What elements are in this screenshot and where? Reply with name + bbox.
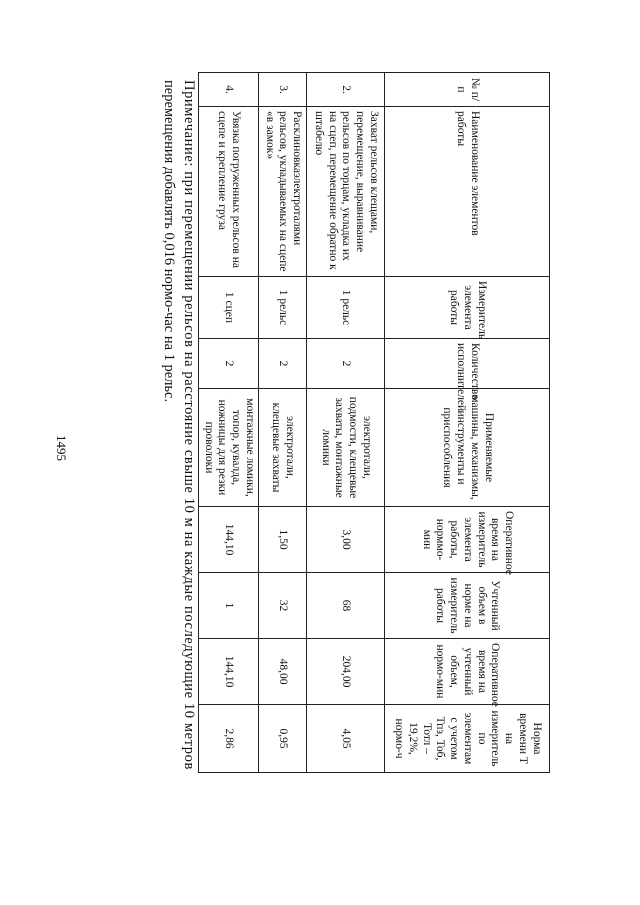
row-norm: 0,95 <box>259 705 307 773</box>
header-op-time: Оперативное время на измеритель элемента работы, норммо-мин <box>385 507 550 573</box>
header-norm: Норма времени Т на измеритель по элементам с учетом Тпз, Тоб, Тотл – 19,2%, нормо-ч <box>385 705 550 773</box>
row-name: Увязка погруженных рельсов на сцепе и крепление груза <box>198 107 258 277</box>
rotated-content <box>90 72 550 832</box>
row-name: Расклиновкаэлектроталями рельсов, укладываемых на сцепе «в замок» <box>259 107 307 277</box>
row-op-total: 204,00 <box>307 639 385 705</box>
table-row <box>259 73 307 773</box>
row-op-time: 144,10 <box>198 507 258 573</box>
footnote-line-2: перемещения добавлять 0,016 нормо-час на 1 рельс. <box>161 80 178 403</box>
row-unit: 1 рельс <box>307 277 385 339</box>
table-row <box>198 73 258 773</box>
header-tools: Применяемые машины, механизмы, инструменты и приспособления <box>385 389 550 507</box>
row-num: 4. <box>198 73 258 107</box>
footnote <box>159 80 198 780</box>
norm-table <box>198 72 550 773</box>
header-num: № п/п <box>385 73 550 107</box>
header-workers: Количество исполнителей <box>385 339 550 389</box>
table-header-row <box>385 73 550 773</box>
row-workers: 2 <box>307 339 385 389</box>
row-tools: электротали, подмости, клещевые захваты, монтажные ломики <box>307 389 385 507</box>
row-num: 2. <box>307 73 385 107</box>
row-norm: 2,86 <box>198 705 258 773</box>
footnote-line-1: Примечание: при перемещении рельсов на расстояние свыше 10 м на каждые последующие 10 метров <box>181 80 197 770</box>
page-number: 1495 <box>54 435 69 461</box>
row-op-time: 3,00 <box>307 507 385 573</box>
row-num: 3. <box>259 73 307 107</box>
table-row <box>307 73 385 773</box>
row-unit: 1 рельс <box>259 277 307 339</box>
row-volume: 68 <box>307 573 385 639</box>
row-op-time: 1,50 <box>259 507 307 573</box>
row-volume: 1 <box>198 573 258 639</box>
header-name: Наименование элементов работы <box>385 107 550 277</box>
row-volume: 32 <box>259 573 307 639</box>
row-tools: электротали, клещевые захваты <box>259 389 307 507</box>
row-workers: 2 <box>259 339 307 389</box>
row-workers: 2 <box>198 339 258 389</box>
header-unit: Измеритель элемента работы <box>385 277 550 339</box>
row-tools: монтажные ломики, топор, кувалда, ножницы для резки проволоки <box>198 389 258 507</box>
row-name: Захват рельсов клещами, перемещение, выравнивание рельсов по торцам, укладка их на сцеп, перемещение обратно к штабелю <box>307 107 385 277</box>
row-op-total: 48,00 <box>259 639 307 705</box>
header-volume: Учтенный объем в норме на измеритель работы <box>385 573 550 639</box>
row-unit: 1 сцеп <box>198 277 258 339</box>
row-op-total: 144,10 <box>198 639 258 705</box>
row-norm: 4,05 <box>307 705 385 773</box>
header-op-total: Оперативное время на учтенный объем, нормо-мин <box>385 639 550 705</box>
